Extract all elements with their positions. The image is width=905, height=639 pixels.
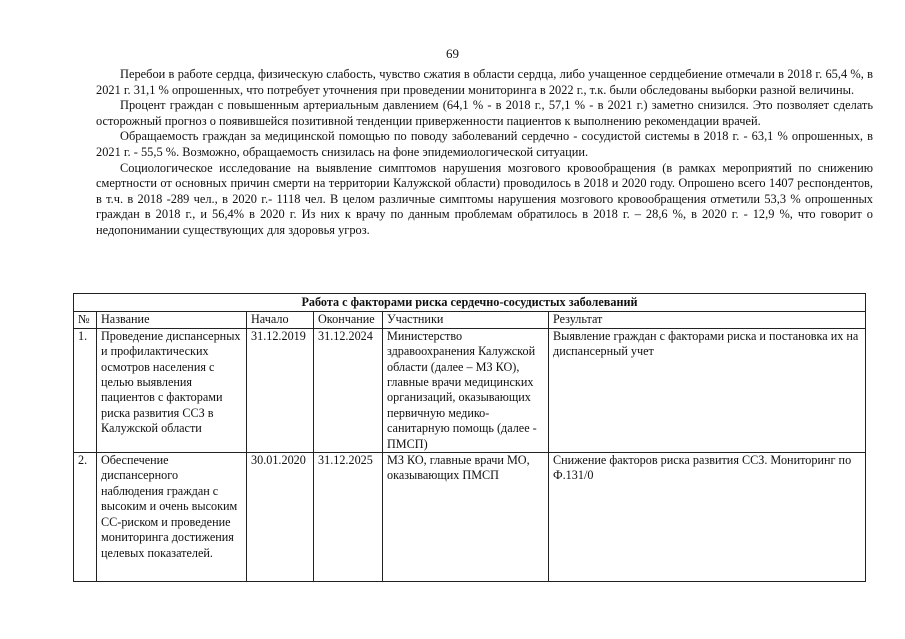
cell-start: 30.01.2020: [247, 453, 314, 582]
paragraph-heart-symptoms: Перебои в работе сердца, физическую слабость, чувство сжатия в области сердца, либо учащенное сердцебиение отмечали в 2018 г. 65,4 %, в 2021 г. 31,1 % опрошенных, что потребует уточнения при проведении мониторинга в 2022 г., т.к. были обследованы выборки разной величины.: [96, 67, 873, 97]
cell-name: Проведение диспансерных и профилактических осмотров населения с целью выявления пациентов с факторами риска развития ССЗ в Калужской области: [97, 328, 247, 452]
header-result: Результат: [549, 312, 866, 328]
cell-end: 31.12.2024: [314, 328, 383, 452]
cell-start: 31.12.2019: [247, 328, 314, 452]
table-row: [74, 328, 866, 452]
paragraph-stroke-survey: Социологическое исследование на выявление симптомов нарушения мозгового кровообращения (в рамках мероприятий по снижению смертности от основных причин смерти на территории Калужской области) проводилось в 2018 и 2020 году. Опрошено всего 1407 респондентов, в т.ч. в 2018 -289 чел., в 2020 г.- 1118 чел. В целом различные симптомы нарушения мозгового кровообращения отметили 53,3 % опрошенных граждан в 2018 г., и 56,4% в 2020 г. Из них к врачу по данным проблемам обратилось в 2018 г. – 28,6 %, в 2020 г. - 12,9 %, что говорит о недопонимании существующих для здоровья угроз.: [96, 160, 873, 237]
table-title-row: [74, 294, 866, 312]
cell-participants: МЗ КО, главные врачи МО, оказывающих ПМСП: [383, 453, 549, 582]
header-name: Название: [97, 312, 247, 328]
cell-result: Выявление граждан с факторами риска и постановка их на диспансерный учет: [549, 328, 866, 452]
paragraph-medical-visits: Обращаемость граждан за медицинской помощью по поводу заболеваний сердечно - сосудистой системы в 2018 г. - 63,1 % опрошенных, в 2021 г. - 55,5 %. Возможно, обращаемость снизилась на фоне эпидемиологической ситуации.: [96, 129, 873, 159]
cell-participants: Министерство здравоохранения Калужской области (далее – МЗ КО), главные врачи медицинских организаций, оказывающих первичную медико-санитарную помощь (далее - ПМСП): [383, 328, 549, 452]
cell-name: Обеспечение диспансерного наблюдения граждан с высоким и очень высоким СС-риском и проведение мониторинга достижения целевых показателей.: [97, 453, 247, 582]
header-end: Окончание: [314, 312, 383, 328]
cell-result: Снижение факторов риска развития ССЗ. Мониторинг по Ф.131/0: [549, 453, 866, 582]
body-text: [96, 67, 873, 239]
cell-num: 1.: [74, 328, 97, 452]
table-title: Работа с факторами риска сердечно-сосудистых заболеваний: [74, 294, 866, 312]
header-num: №: [74, 312, 97, 328]
paragraph-blood-pressure: Процент граждан с повышенным артериальным давлением (64,1 % - в 2018 г., 57,1 % - в 2021 г.) заметно снизился. Это позволяет сделать осторожный прогноз о появившейся позитивной тенденции приверженности пациентов к выполнению рекомендации врачей.: [96, 98, 873, 128]
page-number: 69: [446, 46, 459, 61]
header-participants: Участники: [383, 312, 549, 328]
cell-end: 31.12.2025: [314, 453, 383, 582]
risk-factors-table: [73, 293, 866, 582]
table-header-row: [74, 312, 866, 328]
table-row: [74, 453, 866, 582]
cell-num: 2.: [74, 453, 97, 582]
header-start: Начало: [247, 312, 314, 328]
